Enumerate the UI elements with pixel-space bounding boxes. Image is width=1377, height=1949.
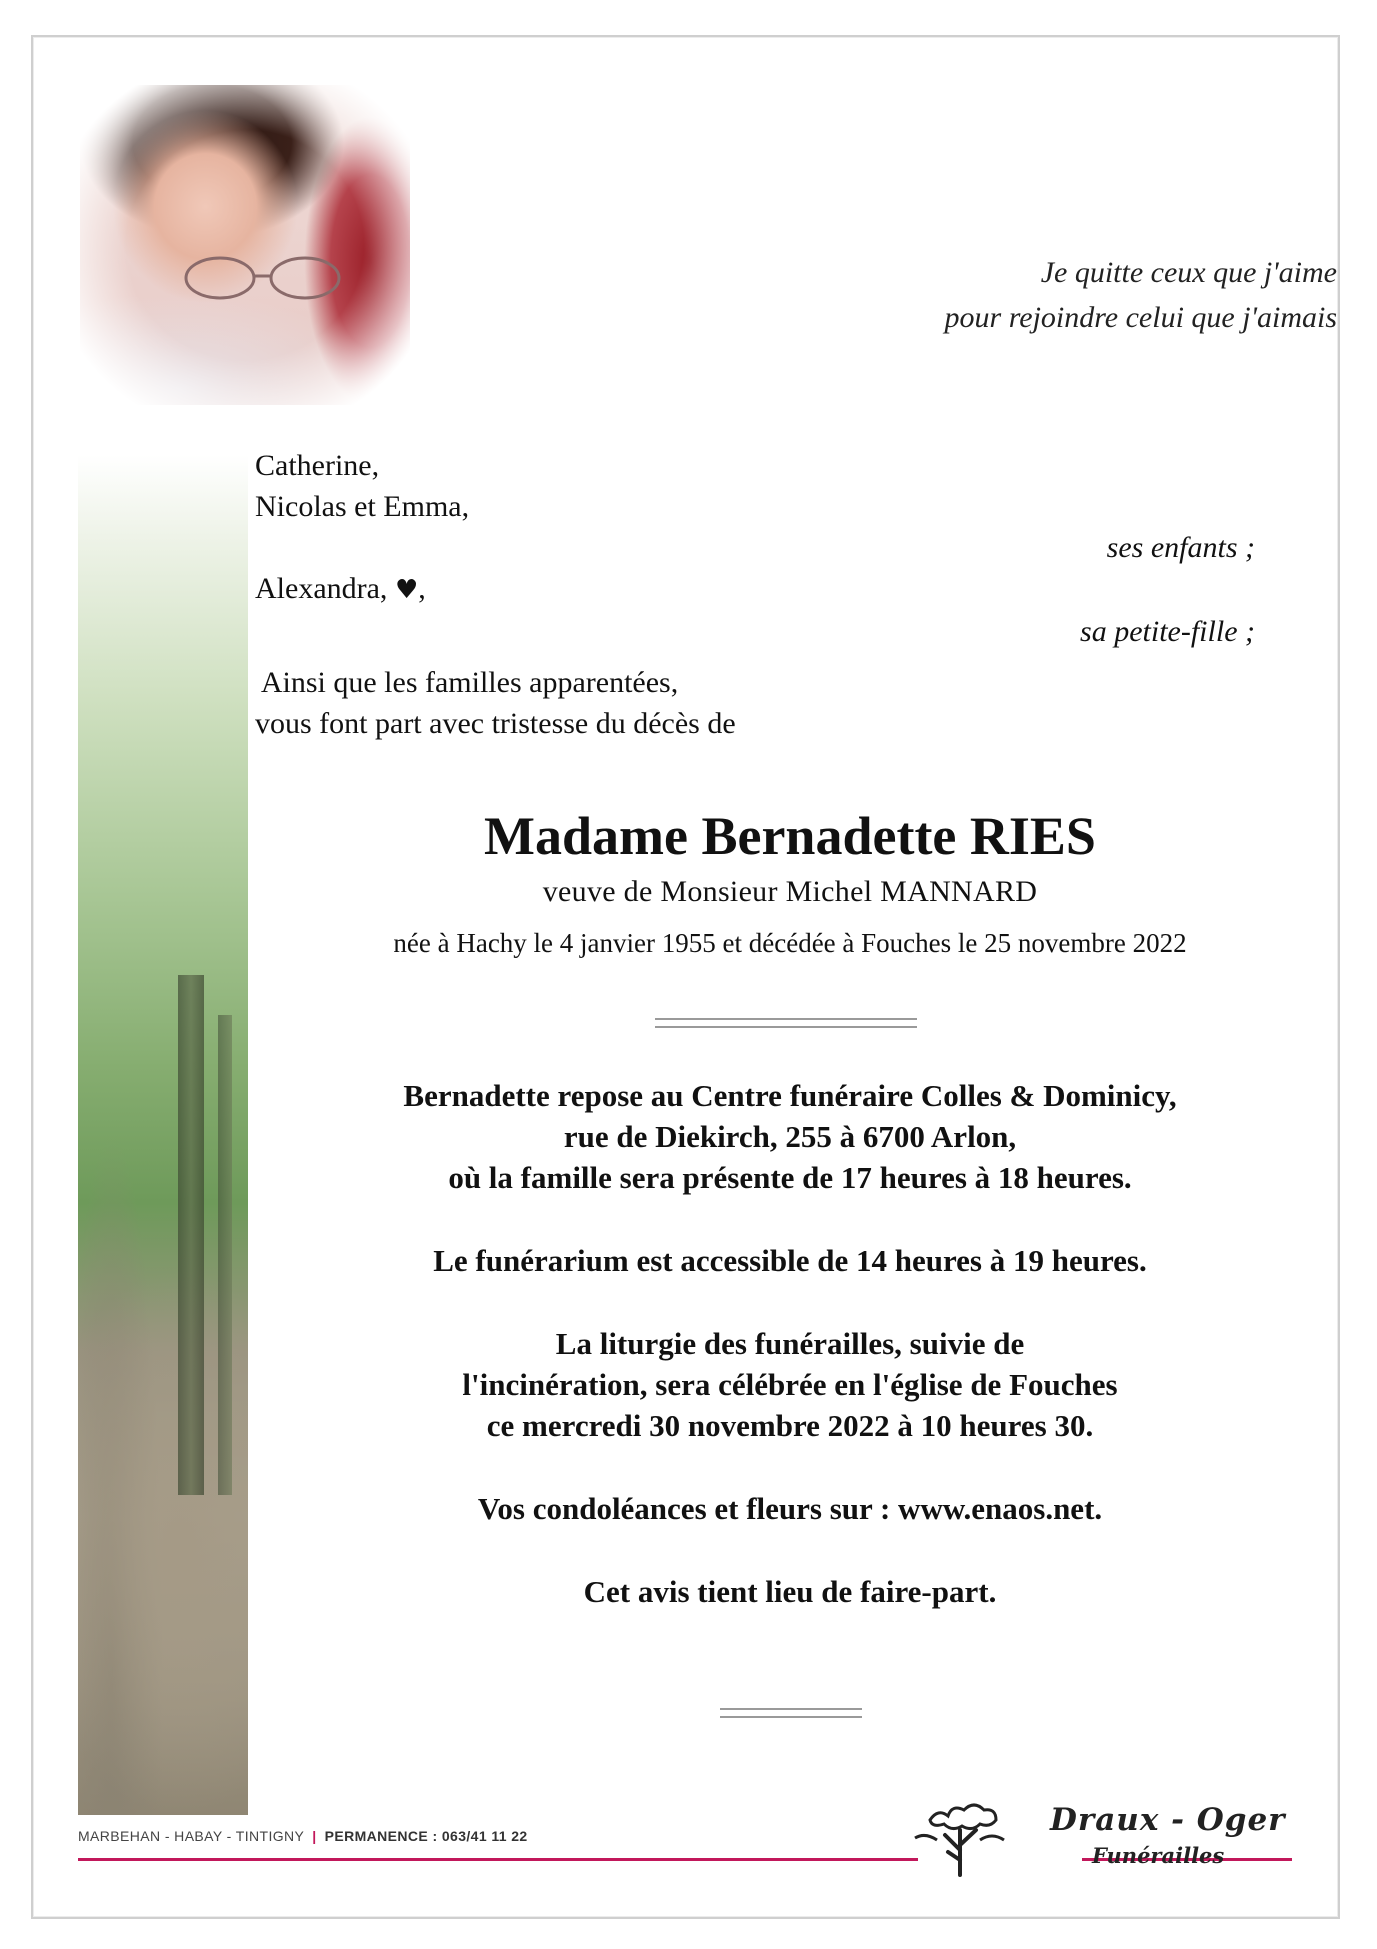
grandchild-line — [255, 568, 1275, 611]
birth-death-dates: née à Hachy le 4 janvier 1955 et décédée à Fouches le 25 novembre 2022 — [393, 928, 1187, 958]
forest-path-photo — [78, 455, 248, 1815]
rest-line-2: rue de Diekirch, 255 à 6700 Arlon, — [563, 1119, 1017, 1154]
divider-bottom — [720, 1708, 862, 1718]
footer-locations: MARBEHAN - HABAY - TINTIGNY — [78, 1828, 305, 1844]
rest-line-3: où la famille sera présente de 17 heures à 18 heures. — [448, 1160, 1132, 1195]
tree-icon — [910, 1790, 1010, 1880]
portrait-photo — [80, 85, 410, 405]
liturgy-info — [255, 1323, 1325, 1446]
funerarium-hours: Le funérarium est accessible de 14 heures à 19 heures. — [433, 1243, 1147, 1278]
glasses-sketch — [175, 250, 355, 310]
heart-icon: ♥ — [394, 575, 419, 605]
condolences-line: Vos condoléances et fleurs sur : www.enaos.net. — [477, 1491, 1103, 1526]
children-line-1: Catherine, — [255, 449, 380, 482]
funeral-info — [255, 1075, 1325, 1654]
quote-line-1: Je quitte ceux que j'aime — [1040, 256, 1337, 289]
brand-name: Draux - Oger — [1050, 1802, 1286, 1838]
epitaph-quote — [737, 250, 1337, 340]
children-line-2: Nicolas et Emma, — [255, 490, 470, 523]
closing-line-1: Ainsi que les familles apparentées, — [255, 666, 679, 699]
grandchild-comma: , — [418, 572, 426, 605]
footer-accent-line — [78, 1858, 918, 1861]
notice-statement: Cet avis tient lieu de faire-part. — [583, 1574, 997, 1609]
closing-line-2: vous font part avec tristesse du décès de — [255, 707, 736, 740]
widow-of: veuve de Monsieur Michel MANNARD — [542, 875, 1038, 908]
brand-subtitle: Funérailles — [1092, 1843, 1225, 1868]
rest-location — [255, 1075, 1325, 1198]
footer-contact — [78, 1828, 528, 1844]
liturgy-line-1: La liturgie des funérailles, suivie de — [555, 1326, 1025, 1361]
children-role: ses enfants ; — [1106, 531, 1255, 564]
rest-line-1: Bernadette repose au Centre funéraire Colles & Dominicy, — [403, 1078, 1177, 1113]
grandchild-name: Alexandra, — [255, 572, 388, 605]
quote-line-2: pour rejoindre celui que j'aimais — [944, 301, 1337, 334]
deceased-name: Madame Bernadette RIES — [484, 806, 1096, 866]
liturgy-line-3: ce mercredi 30 novembre 2022 à 10 heures 30. — [486, 1408, 1094, 1443]
liturgy-line-2: l'incinération, sera célébrée en l'église de Fouches — [462, 1367, 1118, 1402]
family-announcement — [255, 445, 1275, 744]
divider-top — [655, 1018, 917, 1028]
footer-separator: | — [312, 1828, 317, 1844]
footer-permanence: PERMANENCE : 063/41 11 22 — [324, 1828, 528, 1844]
grandchild-role: sa petite-fille ; — [1080, 615, 1255, 648]
